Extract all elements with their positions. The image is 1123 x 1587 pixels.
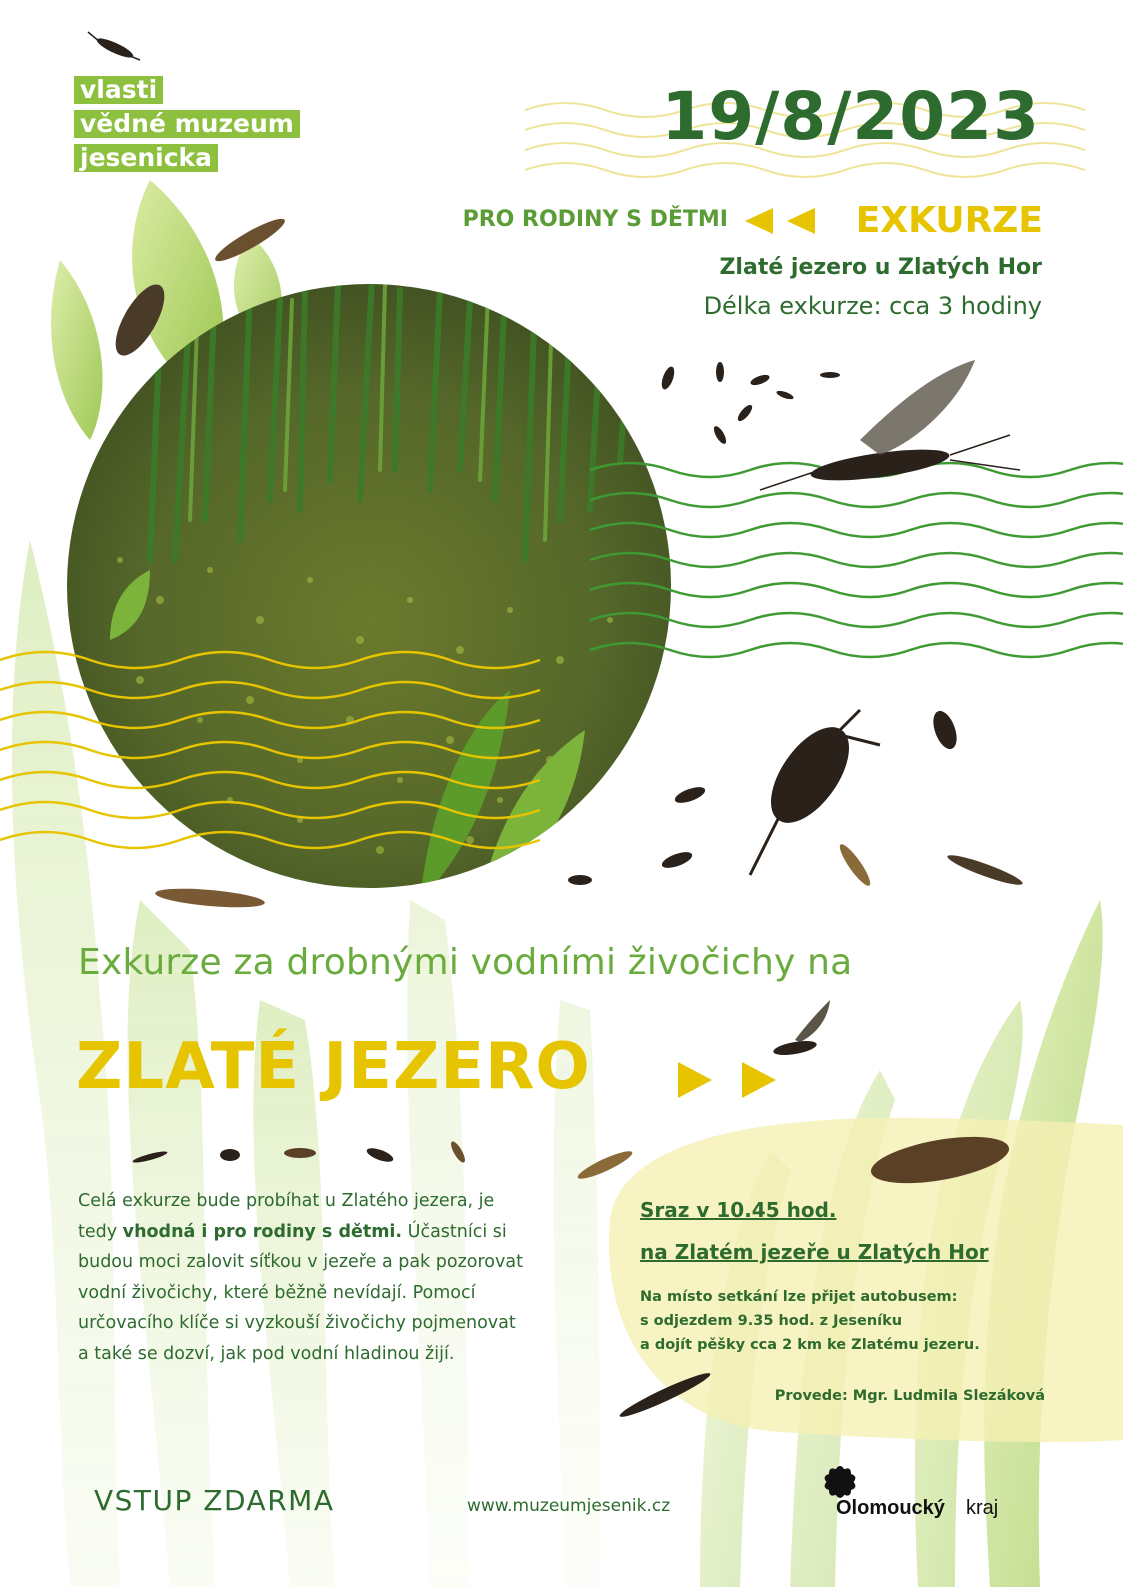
bus-info-line-1: Na místo setkání lze přijet autobusem: [640,1289,958,1305]
event-date: 19/8/2023 [661,78,1040,155]
description [78,1186,528,1369]
green-wave-lines [590,463,1123,657]
logo-line-1: vlasti [74,76,163,104]
rewind-arrows [745,208,815,234]
headline: Exkurze za drobnými vodními živočichy na [78,942,853,983]
description-bold: vhodná i pro rodiny s dětmi. [122,1221,403,1242]
event-duration: Délka exkurze: cca 3 hodiny [703,292,1042,320]
bus-info-line-2: s odjezdem 9.35 hod. z Jeseníku [640,1313,903,1329]
meeting-location: na Zlatém jezeře u Zlatých Hor [640,1240,989,1264]
description-text-2: Účastníci si budou moci zalovit síťkou v jezeře a pak pozorovat vodní živočichy, které běžně nevídají. Pomocí určovacího klíče si vyzkouší živočichy pojmenovat a také se dozví, jak pod vodní hladinou žijí. [78,1221,523,1364]
admission: VSTUP ZDARMA [94,1484,335,1517]
leaf [51,260,102,440]
region-name: Olomoucký [836,1497,945,1519]
bus-info [640,1285,1060,1357]
logo-line-3: jesenicka [74,144,218,172]
description-text-1: Celá exkurze bude probíhat u Zlatého jezera, je tedy [78,1191,495,1242]
event-place: Zlaté jezero u Zlatých Hor [719,255,1042,280]
event-type: EXKURZE [855,200,1043,241]
meeting-time: Sraz v 10.45 hod. [640,1198,837,1222]
logo-line-2: vědné muzeum [74,110,300,138]
guide: Provede: Mgr. Ludmila Slezáková [774,1388,1045,1404]
bus-info-line-3: a dojít pěšky cca 2 km ke Zlatému jezeru. [640,1337,980,1353]
event-audience: PRO RODINY S DĚTMI [462,207,728,232]
page-title: ZLATÉ JEZERO [76,1030,591,1104]
website-link[interactable]: www.muzeumjesenik.cz [467,1496,671,1516]
region-suffix: kraj [966,1497,999,1519]
